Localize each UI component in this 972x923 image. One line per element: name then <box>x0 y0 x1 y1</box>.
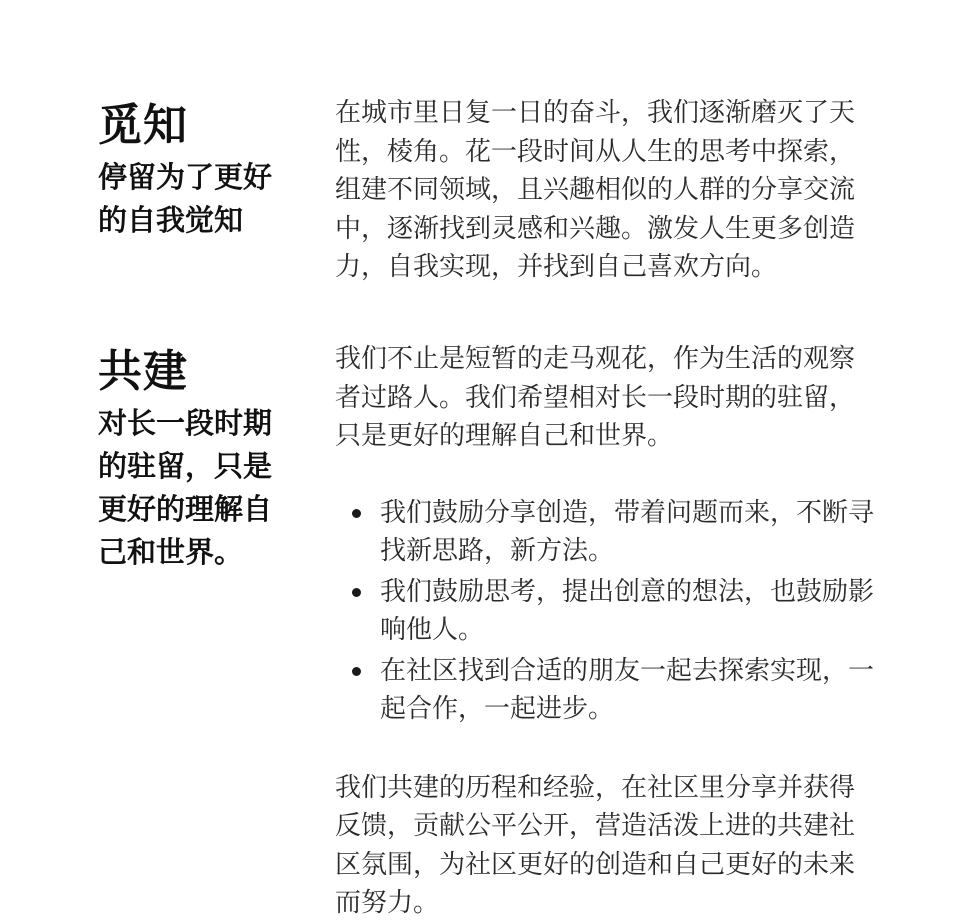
section-awareness-subtitle: 停留为了更好的自我觉知 <box>98 160 273 237</box>
section-co-build-intro: 我们不止是短暂的走马观花，作为生活的观察者过路人。我们希望相对长一段时期的驻留，只是更好的理解自己和世界。 <box>335 344 856 451</box>
section-co-build-header <box>98 346 298 574</box>
section-awareness-header <box>98 100 298 242</box>
section-co-build-bullet-list <box>335 494 875 729</box>
section-awareness-body: 在城市里日复一日的奋斗，我们逐渐磨灭了天性，棱角。花一段时间从人生的思考中探索，组建不同领域，且兴趣相似的人群的分享交流中，逐渐找到灵感和兴趣。激发人生更多创造力，自我实现，并找到自己喜欢方向。 <box>335 98 856 282</box>
bullet-dot-icon <box>352 588 361 597</box>
section-awareness-content <box>335 94 875 287</box>
list-item <box>335 652 875 729</box>
list-item-text: 我们鼓励思考，提出创意的想法，也鼓励影响他人。 <box>380 576 875 645</box>
section-co-build-subtitle: 对长一段时期的驻留，只是更好的理解自己和世界。 <box>98 406 273 569</box>
list-item <box>335 573 875 650</box>
bullet-dot-icon <box>352 509 361 518</box>
section-co-build-outro: 我们共建的历程和经验，在社区里分享并获得反馈，贡献公平公开，营造活泼上进的共建社区氛围，为社区更好的创造和自己更好的未来而努力。 <box>335 772 856 918</box>
bullet-dot-icon <box>352 667 361 676</box>
section-awareness-title: 觅知 <box>98 100 188 151</box>
section-co-build-content <box>335 340 875 923</box>
list-item <box>335 494 875 571</box>
list-item-text: 我们鼓励分享创造，带着问题而来，不断寻找新思路，新方法。 <box>380 497 875 566</box>
list-item-text: 在社区找到合适的朋友一起去探索实现，一起合作，一起进步。 <box>380 655 875 724</box>
section-co-build-title: 共建 <box>98 346 188 397</box>
